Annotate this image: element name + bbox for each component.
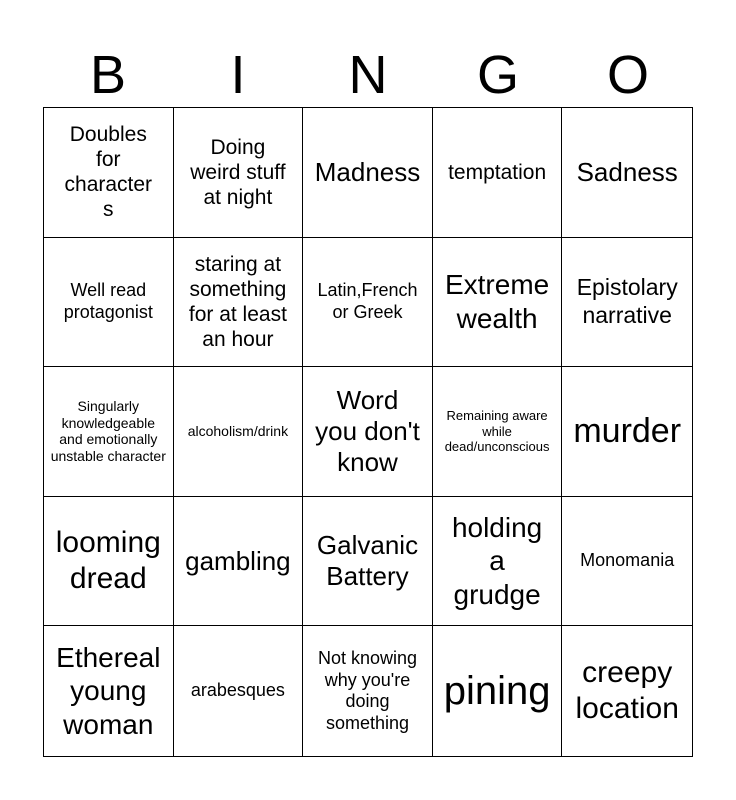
- bingo-cell[interactable]: [433, 626, 563, 756]
- cell-label: arabesques: [190, 680, 285, 701]
- bingo-cell[interactable]: [174, 238, 304, 368]
- cell-label: temptation: [448, 160, 547, 184]
- cell-label: Galvanic Battery: [316, 529, 419, 592]
- bingo-cell[interactable]: [44, 626, 174, 756]
- header-letter-b: B: [89, 45, 127, 105]
- bingo-board: [43, 107, 693, 757]
- bingo-cell[interactable]: [562, 238, 692, 368]
- bingo-cell[interactable]: [562, 108, 692, 238]
- cell-label: Doing weird stuff at night: [190, 135, 286, 209]
- bingo-cell[interactable]: [44, 238, 174, 368]
- cell-label: Word you don't know: [315, 384, 420, 478]
- bingo-cell[interactable]: [433, 238, 563, 368]
- bingo-cell[interactable]: [44, 497, 174, 627]
- bingo-header: [43, 42, 693, 108]
- cell-label: Madness: [314, 156, 421, 187]
- cell-label: pining: [443, 669, 551, 714]
- cell-label: Sadness: [576, 156, 678, 187]
- bingo-cell[interactable]: [562, 626, 692, 756]
- cell-label: Epistolary narrative: [576, 274, 678, 328]
- cell-label: Well read protagonist: [63, 280, 153, 322]
- cell-label: Doubles for characters: [64, 122, 153, 222]
- cell-label: Remaining aware while dead/unconscious: [444, 408, 550, 455]
- bingo-cell[interactable]: [303, 626, 433, 756]
- cell-label: Monomania: [580, 550, 675, 571]
- cell-label: staring at something for at least an hour: [188, 252, 287, 352]
- cell-label: Ethereal young woman: [56, 641, 161, 740]
- cell-label: alcoholism/drink: [187, 423, 289, 440]
- bingo-cell[interactable]: [303, 108, 433, 238]
- bingo-cell[interactable]: [44, 367, 174, 497]
- header-letter-o: O: [606, 45, 649, 105]
- cell-label: murder: [573, 412, 682, 451]
- bingo-cell[interactable]: [174, 108, 304, 238]
- header-letter-n: N: [348, 45, 388, 105]
- cell-label: looming dread: [55, 526, 161, 596]
- cell-label: Singularly knowledgeable and emotionally unstable character: [50, 397, 166, 465]
- cell-label: creepy location: [575, 656, 679, 726]
- cell-label: Not knowing why you're doing something: [317, 648, 418, 733]
- bingo-cell[interactable]: [44, 108, 174, 238]
- cell-label: Latin,French or Greek: [317, 280, 418, 322]
- bingo-cell[interactable]: [174, 626, 304, 756]
- bingo-cell[interactable]: [174, 367, 304, 497]
- bingo-cell[interactable]: [433, 497, 563, 627]
- bingo-cell[interactable]: [174, 497, 304, 627]
- header-letter-g: G: [476, 45, 519, 105]
- bingo-cell[interactable]: [433, 367, 563, 497]
- bingo-cell[interactable]: [562, 497, 692, 627]
- cell-label: holding a grudge: [451, 511, 543, 610]
- bingo-cell[interactable]: [562, 367, 692, 497]
- cell-label: Extreme wealth: [444, 269, 550, 334]
- bingo-cell[interactable]: [303, 367, 433, 497]
- bingo-cell[interactable]: [303, 238, 433, 368]
- header-letter-i: I: [230, 45, 246, 105]
- bingo-cell[interactable]: [303, 497, 433, 627]
- cell-label: gambling: [185, 545, 291, 576]
- bingo-cell[interactable]: [433, 108, 563, 238]
